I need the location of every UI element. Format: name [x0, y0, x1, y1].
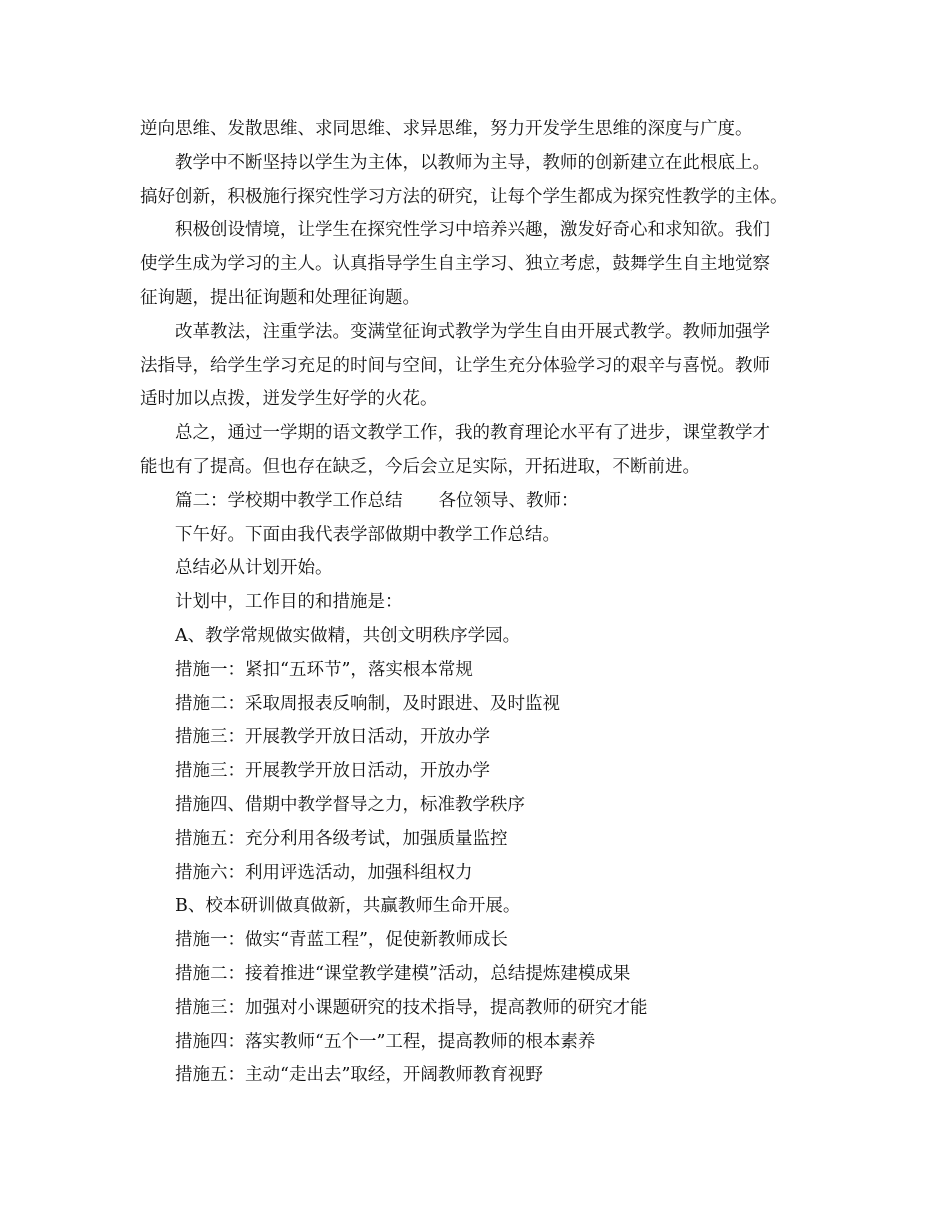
measure-line: 措施三：加强对小课题研究的技术指导，提高教师的研究才能: [175, 997, 648, 1018]
body-line: 计划中，工作目的和措施是：: [175, 592, 403, 613]
paragraph-line: 搞好创新，积极施行探究性学习方法的研究，让每个学生都成为探究性教学的主体。: [140, 186, 788, 207]
measure-line: 措施二：接着推进“课堂教学建模”活动，总结提炼建模成果: [175, 963, 631, 984]
paragraph-line: 总之，通过一学期的语文教学工作，我的教育理论水平有了进步，课堂教学才: [175, 423, 770, 444]
salutation: 各位领导、教师：: [438, 490, 579, 511]
measure-line: 措施三：开展教学开放日活动，开放办学: [175, 761, 490, 782]
measure-line: 措施五：主动“走出去”取经，开阔教师教育视野: [175, 1065, 543, 1086]
measure-line: 措施三：开展教学开放日活动，开放办学: [175, 727, 490, 748]
paragraph-line: 征询题，提出征询题和处理征询题。: [140, 287, 420, 308]
measure-line: 措施一：紧扣“五环节”，落实根本常规: [175, 659, 473, 680]
section-heading: [140, 485, 830, 519]
goal-line: A、教学常规做实做精，共创文明秩序学园。: [175, 625, 521, 646]
section-title: 篇二：学校期中教学工作总结: [175, 490, 403, 511]
measure-line: 措施六：利用评选活动，加强科组权力: [175, 862, 473, 883]
measure-line: 措施四：落实教师“五个一”工程，提高教师的根本素养: [175, 1031, 596, 1052]
measure-line: 措施一：做实“青蓝工程”，促使新教师成长: [175, 930, 508, 951]
measure-line: 措施二：采取周报表反响制，及时跟进、及时监视: [175, 693, 560, 714]
measure-line: 措施四、借期中教学督导之力，标准教学秩序: [175, 794, 525, 815]
paragraph-line: 适时加以点拨，迸发学生好学的火花。: [140, 389, 438, 410]
goal-line: B、校本研训做真做新，共赢教师生命开展。: [175, 896, 521, 917]
paragraph-line: 教学中不断坚持以学生为主体，以教师为主导，教师的创新建立在此根底上。: [175, 152, 770, 173]
document-body: [140, 113, 830, 1093]
paragraph-line: 逆向思维、发散思维、求同思维、求异思维，努力开发学生思维的深度与广度。: [140, 119, 753, 139]
paragraph-line: 使学生成为学习的主人。认真指导学生自主学习、独立考虑，鼓舞学生自主地觉察: [140, 254, 770, 275]
measure-line: 措施五：充分利用各级考试，加强质量监控: [175, 828, 508, 849]
paragraph-line: 积极创设情境，让学生在探究性学习中培养兴趣，激发好奇心和求知欲。我们: [175, 220, 770, 241]
paragraph-line: 能也有了提高。但也存在缺乏，今后会立足实际，开拓进取，不断前进。: [140, 456, 700, 477]
paragraph-line: 法指导，给学生学习充足的时间与空间，让学生充分体验学习的艰辛与喜悦。教师: [140, 355, 770, 376]
body-line: 总结必从计划开始。: [175, 558, 333, 579]
body-line: 下午好。下面由我代表学部做期中教学工作总结。: [175, 524, 560, 545]
paragraph-line: 改革教法，注重学法。变满堂征询式教学为学生自由开展式教学。教师加强学: [175, 321, 770, 342]
